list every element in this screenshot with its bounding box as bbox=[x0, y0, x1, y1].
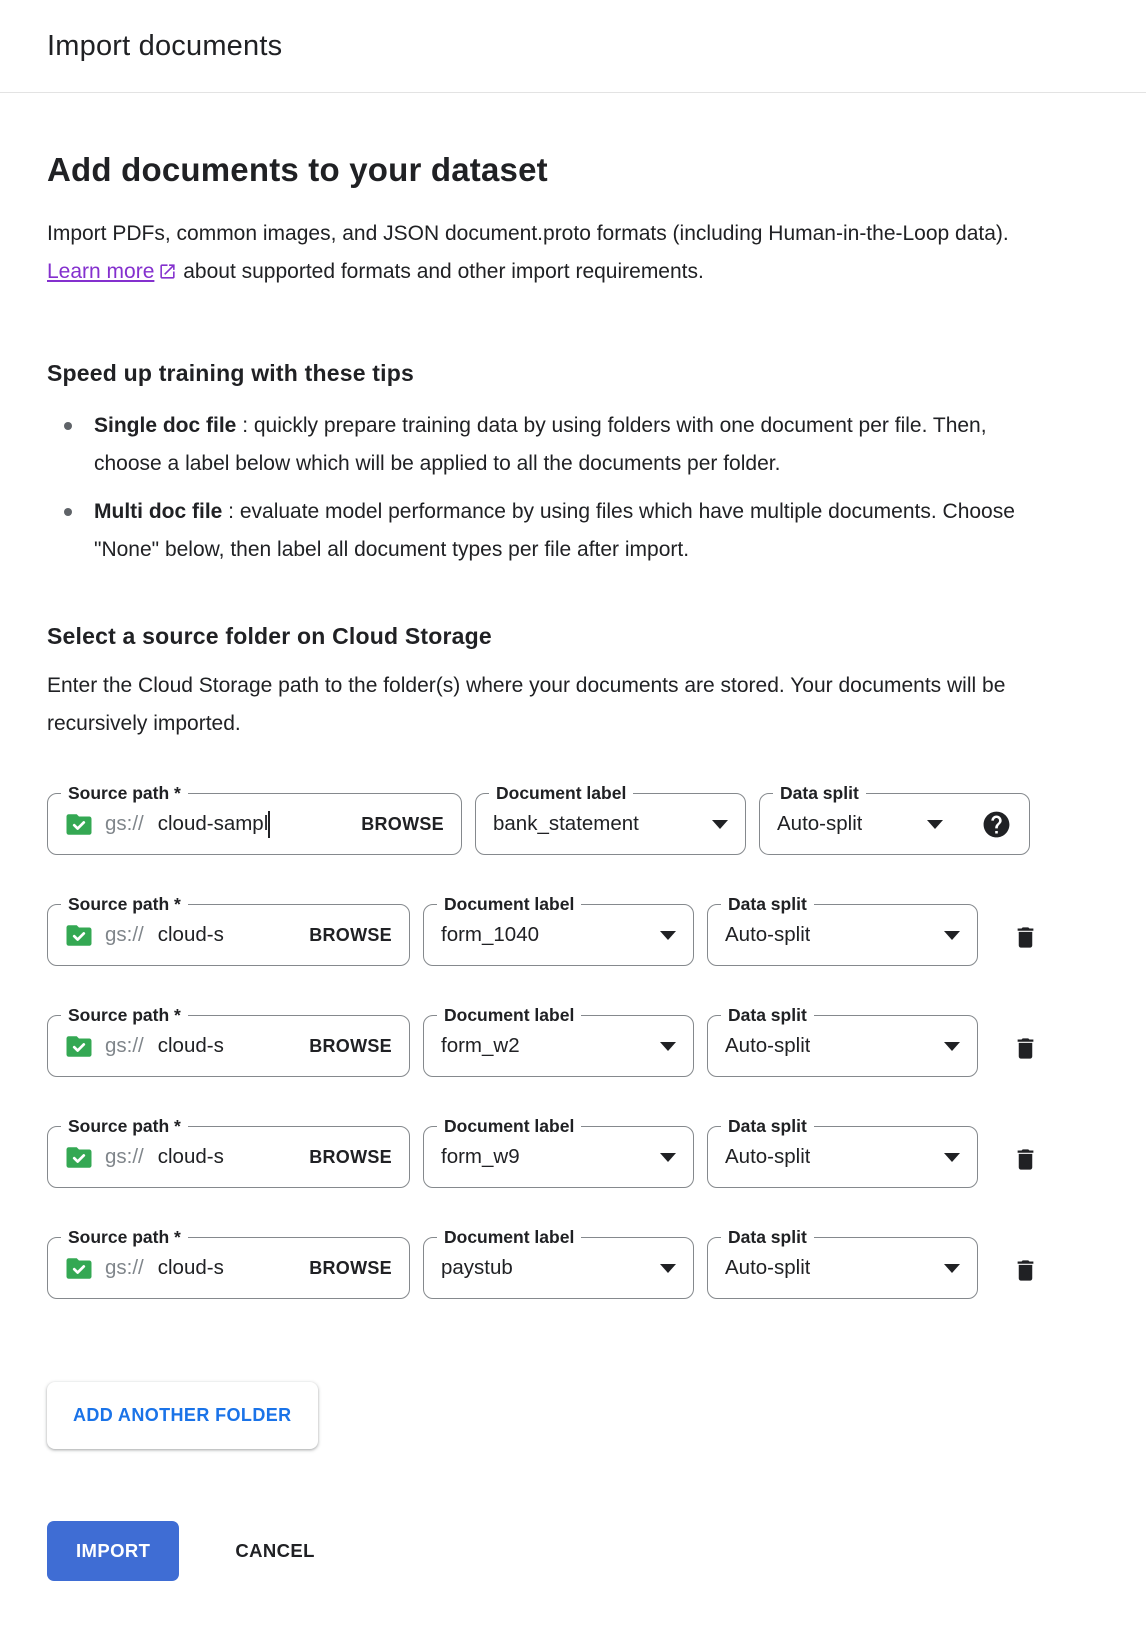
document-label-label: Document label bbox=[437, 1226, 581, 1248]
tips-heading: Speed up training with these tips bbox=[47, 360, 414, 386]
tip-text: : evaluate model performance by using files which have multiple documents. Choose "None" below, then label all document types per file after import. bbox=[94, 500, 1015, 561]
trash-icon bbox=[1012, 924, 1039, 951]
gs-prefix: gs:// bbox=[105, 812, 144, 835]
chevron-down-icon bbox=[660, 931, 676, 940]
folder-check-icon bbox=[65, 1034, 93, 1059]
chevron-down-icon bbox=[944, 931, 960, 940]
source-path-label: Source path * bbox=[61, 893, 188, 915]
document-label-value: form_w9 bbox=[441, 1145, 520, 1168]
gs-prefix: gs:// bbox=[105, 1256, 144, 1279]
data-split-label: Data split bbox=[773, 782, 866, 804]
data-split-select[interactable] bbox=[707, 1227, 978, 1299]
import-form bbox=[47, 783, 1099, 1299]
delete-folder-button[interactable] bbox=[1008, 920, 1043, 955]
source-path-label: Source path * bbox=[61, 1004, 188, 1026]
data-split-select[interactable] bbox=[707, 1005, 978, 1077]
gs-prefix: gs:// bbox=[105, 1145, 144, 1168]
data-split-value: Auto-split bbox=[725, 923, 811, 946]
intro-text-after: about supported formats and other import requirements. bbox=[177, 260, 704, 283]
intro-paragraph bbox=[47, 215, 1032, 294]
tip-item bbox=[47, 493, 1052, 569]
source-path-label: Source path * bbox=[61, 1115, 188, 1137]
dialog-header bbox=[0, 0, 1146, 93]
chevron-down-icon bbox=[712, 820, 728, 829]
learn-more-link[interactable] bbox=[47, 260, 154, 283]
folder-row-4 bbox=[47, 1116, 1099, 1188]
data-split-label: Data split bbox=[721, 1226, 814, 1248]
browse-button[interactable]: BROWSE bbox=[301, 1030, 392, 1063]
browse-button[interactable]: BROWSE bbox=[301, 919, 392, 952]
page-title: Import documents bbox=[47, 29, 283, 62]
folder-check-icon bbox=[65, 923, 93, 948]
document-label-value: form_1040 bbox=[441, 923, 540, 946]
source-path-field[interactable] bbox=[47, 783, 462, 855]
help-icon[interactable] bbox=[981, 809, 1012, 840]
source-path-field[interactable] bbox=[47, 1116, 410, 1188]
document-label-select[interactable] bbox=[475, 783, 746, 855]
trash-icon bbox=[1012, 1257, 1039, 1284]
text-caret bbox=[268, 811, 270, 838]
data-split-label: Data split bbox=[721, 1115, 814, 1137]
data-split-select[interactable] bbox=[707, 1116, 978, 1188]
import-button[interactable]: IMPORT bbox=[47, 1521, 179, 1581]
trash-icon bbox=[1012, 1146, 1039, 1173]
tip-term: Single doc file bbox=[94, 414, 237, 437]
data-split-label: Data split bbox=[721, 893, 814, 915]
document-label-value: form_w2 bbox=[441, 1034, 520, 1057]
dialog-actions bbox=[47, 1521, 1099, 1617]
folder-check-icon bbox=[65, 1256, 93, 1281]
external-link-icon bbox=[158, 256, 177, 294]
delete-folder-button[interactable] bbox=[1008, 1031, 1043, 1066]
chevron-down-icon bbox=[944, 1264, 960, 1273]
folder-row-2 bbox=[47, 894, 1099, 966]
intro-text-before: Import PDFs, common images, and JSON document.proto formats (including Human-in-the-Loop data). bbox=[47, 222, 1009, 245]
browse-button[interactable]: BROWSE bbox=[353, 808, 444, 841]
trash-icon bbox=[1012, 1035, 1039, 1062]
document-label-select[interactable] bbox=[423, 1005, 694, 1077]
tips-list bbox=[47, 407, 1052, 569]
data-split-select[interactable] bbox=[707, 894, 978, 966]
data-split-label: Data split bbox=[721, 1004, 814, 1026]
tip-text: : quickly prepare training data by using folders with one document per file. Then, choose a label below which will be applied to all the documents per folder. bbox=[94, 414, 987, 475]
data-split-value: Auto-split bbox=[725, 1256, 811, 1279]
storage-heading: Select a source folder on Cloud Storage bbox=[47, 623, 492, 649]
dialog-body bbox=[0, 151, 1146, 1617]
chevron-down-icon bbox=[944, 1042, 960, 1051]
data-split-value: Auto-split bbox=[777, 812, 863, 835]
source-path-input[interactable]: cloud-sampl bbox=[157, 812, 269, 835]
gs-prefix: gs:// bbox=[105, 923, 144, 946]
source-path-field[interactable] bbox=[47, 894, 410, 966]
add-another-folder-button[interactable]: ADD ANOTHER FOLDER bbox=[47, 1382, 318, 1449]
document-label-label: Document label bbox=[489, 782, 633, 804]
source-path-input[interactable]: cloud-s bbox=[157, 1145, 224, 1168]
source-path-field[interactable] bbox=[47, 1005, 410, 1077]
browse-button[interactable]: BROWSE bbox=[301, 1141, 392, 1174]
chevron-down-icon bbox=[927, 820, 943, 829]
storage-description: Enter the Cloud Storage path to the folder(s) where your documents are stored. Your documents will be recursively imported. bbox=[47, 674, 1006, 735]
data-split-select[interactable] bbox=[759, 783, 1030, 855]
folder-check-icon bbox=[65, 1145, 93, 1170]
intro-heading: Add documents to your dataset bbox=[47, 151, 548, 188]
cancel-button[interactable]: CANCEL bbox=[229, 1539, 320, 1563]
document-label-label: Document label bbox=[437, 893, 581, 915]
folder-row-3 bbox=[47, 1005, 1099, 1077]
source-path-input[interactable]: cloud-s bbox=[157, 923, 224, 946]
chevron-down-icon bbox=[660, 1042, 676, 1051]
document-label-select[interactable] bbox=[423, 1116, 694, 1188]
source-path-label: Source path * bbox=[61, 782, 188, 804]
delete-folder-button[interactable] bbox=[1008, 1253, 1043, 1288]
source-path-field[interactable] bbox=[47, 1227, 410, 1299]
document-label-select[interactable] bbox=[423, 1227, 694, 1299]
learn-more-label: Learn more bbox=[47, 260, 155, 283]
folder-row-5 bbox=[47, 1227, 1099, 1299]
chevron-down-icon bbox=[660, 1153, 676, 1162]
gs-prefix: gs:// bbox=[105, 1034, 144, 1057]
folder-check-icon bbox=[65, 812, 93, 837]
document-label-value: paystub bbox=[441, 1256, 513, 1279]
source-path-input[interactable]: cloud-s bbox=[157, 1256, 224, 1279]
browse-button[interactable]: BROWSE bbox=[301, 1252, 392, 1285]
data-split-value: Auto-split bbox=[725, 1034, 811, 1057]
chevron-down-icon bbox=[660, 1264, 676, 1273]
data-split-value: Auto-split bbox=[725, 1145, 811, 1168]
tip-term: Multi doc file bbox=[94, 500, 223, 523]
document-label-select[interactable] bbox=[423, 894, 694, 966]
document-label-label: Document label bbox=[437, 1004, 581, 1026]
document-label-value: bank_statement bbox=[493, 812, 639, 835]
source-path-label: Source path * bbox=[61, 1226, 188, 1248]
folder-row-1 bbox=[47, 783, 1099, 855]
delete-folder-button[interactable] bbox=[1008, 1142, 1043, 1177]
chevron-down-icon bbox=[944, 1153, 960, 1162]
tip-item bbox=[47, 407, 1052, 483]
source-path-input[interactable]: cloud-s bbox=[157, 1034, 224, 1057]
document-label-label: Document label bbox=[437, 1115, 581, 1137]
